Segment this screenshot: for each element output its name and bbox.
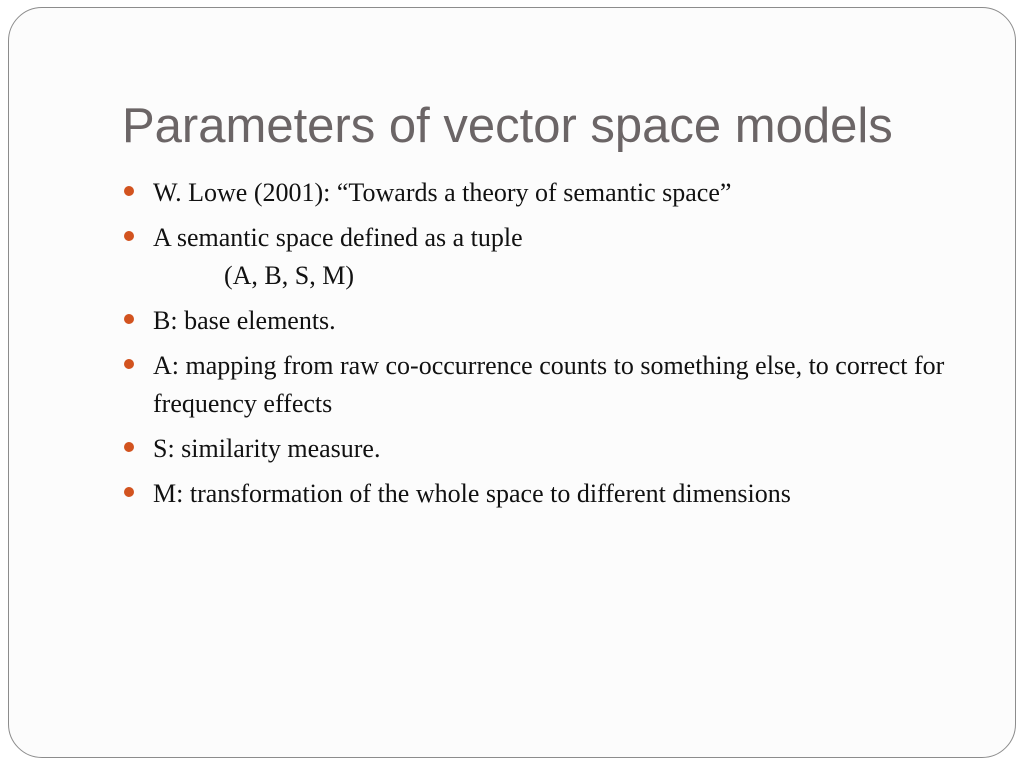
bullet-dot-icon xyxy=(124,442,134,452)
bullet-dot-icon xyxy=(124,314,134,324)
bullet-text: W. Lowe (2001): “Towards a theory of semantic space” xyxy=(153,178,732,207)
bullet-item-transformation xyxy=(153,475,993,513)
bullet-item-similarity xyxy=(153,430,993,468)
bullet-item-lowe xyxy=(153,174,993,212)
bullet-text: S: similarity measure. xyxy=(153,434,381,463)
bullet-text: M: transformation of the whole space to different dimensions xyxy=(153,479,791,508)
bullet-dot-icon xyxy=(124,186,134,196)
slide xyxy=(8,7,1016,758)
tuple-subline: (A, B, S, M) xyxy=(224,261,355,290)
bullet-list xyxy=(153,174,993,520)
bullet-dot-icon xyxy=(124,487,134,497)
bullet-item-mapping xyxy=(153,347,993,423)
bullet-item-tuple xyxy=(153,219,993,295)
bullet-text: A semantic space defined as a tuple xyxy=(153,223,523,252)
bullet-text: A: mapping from raw co-occurrence counts to something else, to correct for frequency effects xyxy=(153,351,945,418)
bullet-text: B: base elements. xyxy=(153,306,336,335)
bullet-dot-icon xyxy=(124,359,134,369)
bullet-dot-icon xyxy=(124,231,134,241)
bullet-item-base-elements xyxy=(153,302,993,340)
slide-title: Parameters of vector space models xyxy=(122,99,893,153)
